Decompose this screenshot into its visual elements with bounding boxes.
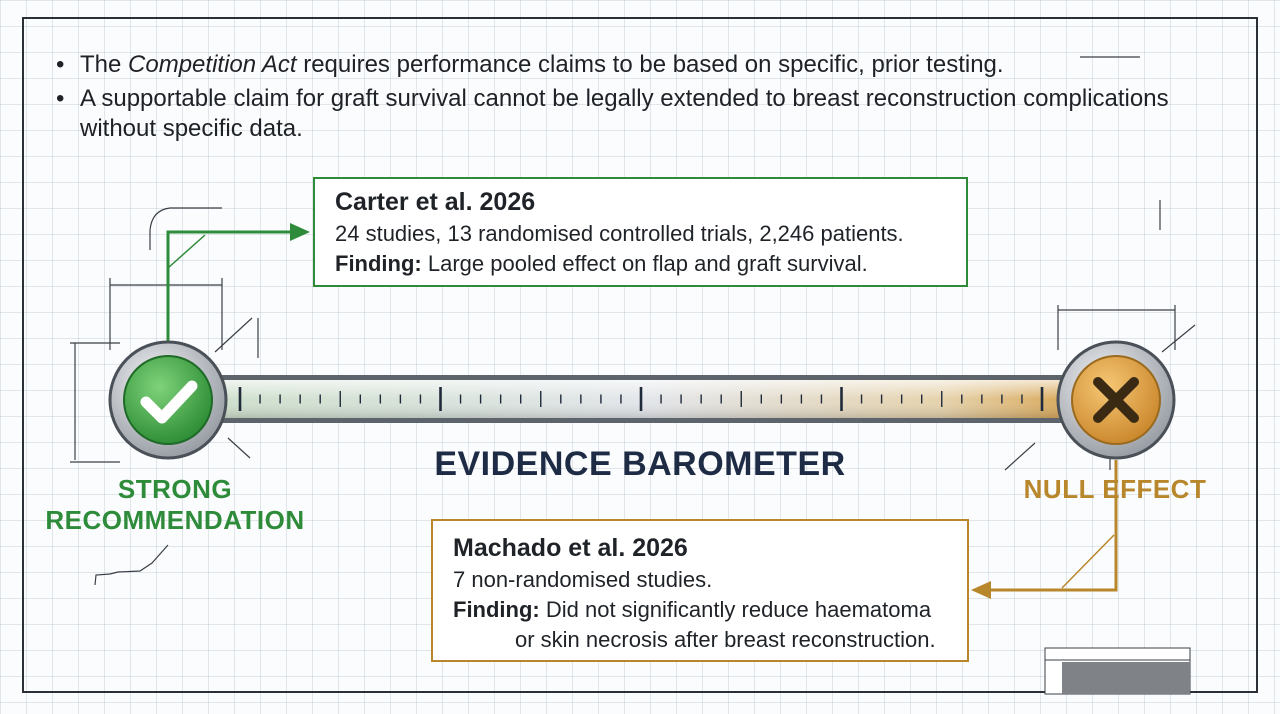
carter-study-card [313, 177, 968, 287]
machado-card-finding: Finding: Did not significantly reduce haematoma [453, 597, 932, 622]
machado-card-summary: 7 non-randomised studies. [453, 567, 713, 592]
null-effect-gauge [1058, 342, 1174, 458]
machado-study-card [431, 519, 969, 662]
strong-recommendation-gauge [110, 342, 226, 458]
barometer-title: EVIDENCE BAROMETER [434, 445, 846, 483]
strong-recommendation-label: STRONG RECOMMENDATION [45, 474, 305, 535]
machado-card-title: Machado et al. 2026 [453, 534, 688, 562]
carter-card-summary: 24 studies, 13 randomised controlled trials, 2,246 patients. [335, 221, 904, 246]
corner-decoration [1045, 648, 1190, 694]
carter-card-title: Carter et al. 2026 [335, 188, 536, 216]
bullet-item-2: • A supportable claim for graft survival cannot be legally extended to breast reconstruction complications without specific data. [56, 84, 1176, 144]
carter-card-finding: Finding: Large pooled effect on flap and graft survival. [335, 251, 868, 276]
barometer-tube [215, 375, 1075, 423]
carter-connector-arrow [168, 223, 310, 342]
machado-card-finding-cont: or skin necrosis after breast reconstruction. [515, 627, 936, 652]
bullet-item-1: • The Competition Act requires performance claims to be based on specific, prior testing. [56, 50, 1176, 80]
null-effect-label: NULL EFFECT [1023, 474, 1207, 504]
